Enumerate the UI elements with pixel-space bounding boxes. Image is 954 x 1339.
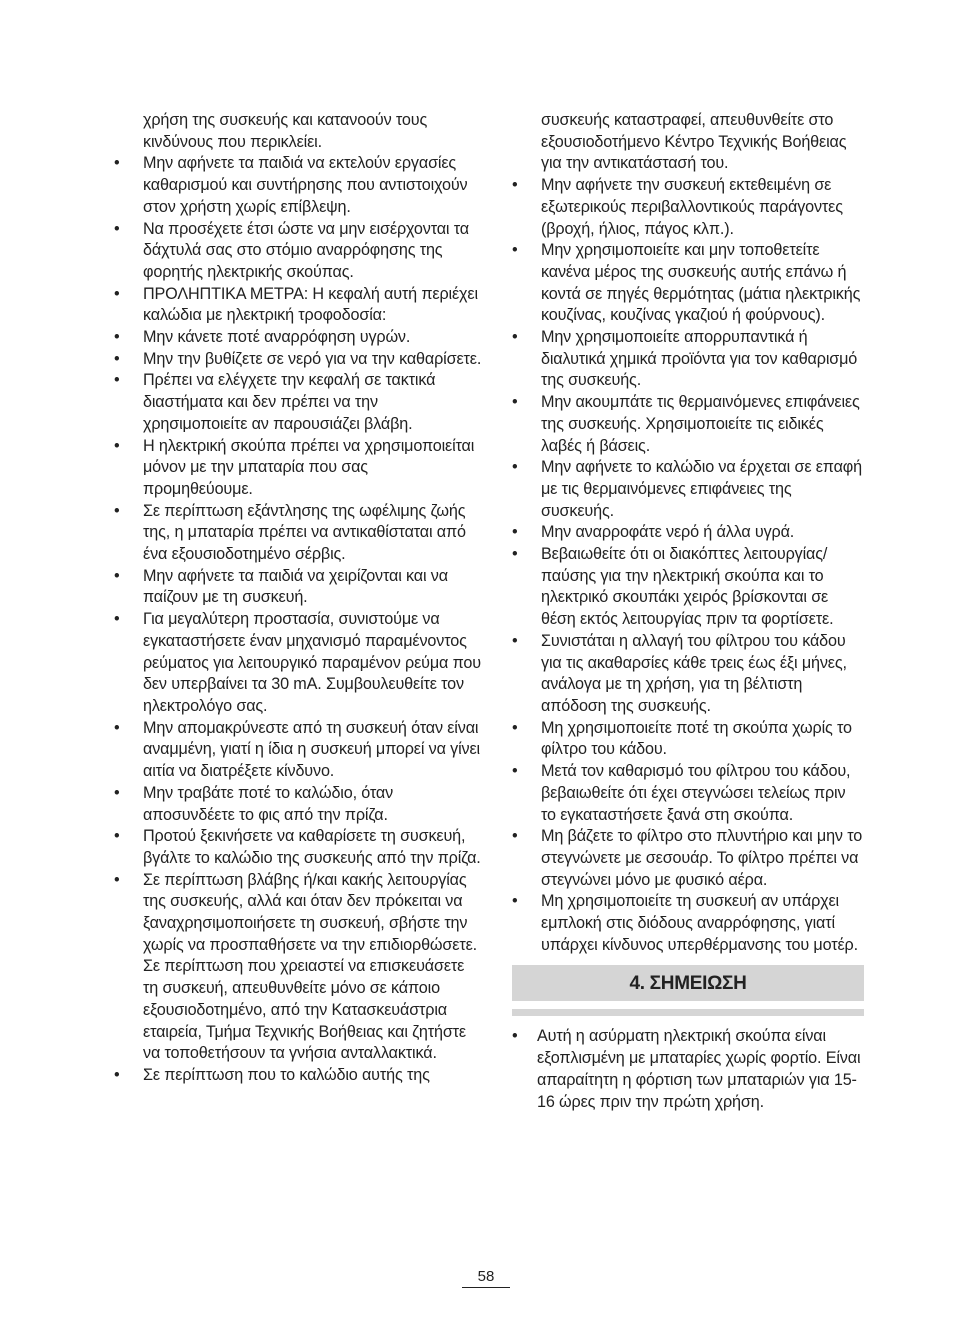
bullet: • [512,545,518,564]
list-item [114,718,482,783]
list-item-text: Να προσέχετε έτσι ώστε να μην εισέρχονται τα δάχτυλά σας στο στόμιο αναρρόφησης της φορητής ηλεκτρικής σκούπας. [143,219,469,281]
bullet: • [512,827,518,846]
bullet: • [114,870,120,889]
list-item [114,566,482,609]
list-item [114,284,482,327]
list-item [114,327,482,349]
list-item [114,826,482,869]
list-item [512,761,864,826]
list-item-text: Βεβαιωθείτε ότι οι διακόπτες λειτουργίας/παύσης για την ηλεκτρική σκούπα και το ηλεκτρικό σκουπάκι χειρός βρίσκονται σε θέση εκτός λειτουργίας πριν τα φορτίσετε. [541,545,834,629]
bullet: • [114,566,120,585]
bullet: • [114,501,120,520]
list-item [512,392,864,457]
list-item-text: Μην αφήνετε τα παιδιά να εκτελούν εργασίες καθαρισμού και συντήρησης που αντιστοιχούν στον χρήστη χωρίς επίβλεψη. [143,154,468,216]
bullet: • [512,631,518,650]
list-item-text: ΠΡΟΛΗΠΤΙΚΑ ΜΕΤΡΑ: Η κεφαλή αυτή περιέχει καλώδια με ηλεκτρική τροφοδοσία: [143,284,478,325]
list-item [512,544,864,631]
list-item [512,826,864,891]
list-item-text: Για μεγαλύτερη προστασία, συνιστούμε να εγκαταστήσετε έναν μηχανισμό παραμένοντος ρεύματος για λειτουργικό παραμένον ρεύμα που δεν υπερβαίνει τα 30 mA. Συμβουλευθείτε τον ηλεκτρολόγο σας. [143,610,481,715]
list-item-text: Μην την βυθίζετε σε νερό για να την καθαρίσετε. [143,349,482,368]
list-item [114,609,482,718]
bullet: • [114,827,120,846]
list-item-text: Μην χρησιμοποιείτε και μην τοποθετείτε κανένα μέρος της συσκευής αυτής επάνω ή κοντά σε πηγές θερμότητας (μάτια ηλεκτρικής κουζίνας, κουζίνας γκαζιού ή φούρνους). [541,241,861,325]
notes-list [512,1026,864,1113]
bullet: • [512,458,518,477]
list-item [114,783,482,826]
list-item [114,153,482,218]
list-item-text: Μην απομακρύνεστε από τη συσκευή όταν είναι αναμμένη, γιατί η ίδια η συσκευή μπορεί να γίνει αιτία να διατρέξετε κίνδυνο. [143,718,480,781]
list-item [114,370,482,435]
right-column [512,110,864,1113]
list-item [512,240,864,327]
list-item-text: Αυτή η ασύρματη ηλεκτρική σκούπα είναι εξοπλισμένη με μπαταρίες χωρίς φορτίο. Είναι απαραίτητη η φόρτιση των μπαταριών για 15-16 ώρες πριν την πρώτη χρήση. [537,1027,861,1111]
list-item [512,718,864,761]
list-item-text: Μην αφήνετε τα παιδιά να χειρίζονται και να παίζουν με τη συσκευή. [143,566,448,607]
bullet: • [114,219,120,238]
bullet: • [114,284,120,303]
list-item [114,436,482,501]
bullet: • [512,718,518,737]
list-item-text: Μην τραβάτε ποτέ το καλώδιο, όταν αποσυνδέετε το φις από την πρίζα. [143,783,394,824]
list-item-text: Μην χρησιμοποιείτε απορρυπαντικά ή διαλυτικά χημικά προϊόντα για τον καθαρισμό της συσκευής. [541,328,858,390]
bullet: • [512,176,518,195]
bullet: • [114,371,120,390]
list-item-text: Μη βάζετε το φίλτρο στο πλυντήριο και μην το στεγνώνετε με σεσουάρ. Το φίλτρο πρέπει να στεγνώνει μόνο με φυσικό αέρα. [541,827,863,889]
list-item [512,891,864,956]
list-item-text: Συνιστάται η αλλαγή του φίλτρου του κάδου για τις ακαθαρσίες κάθε τρεις έως έξι μήνες, ανάλογα με τη χρήση, για τη βέλτιστη απόδοση της συσκευής. [541,631,847,715]
bullet: • [512,328,518,347]
list-item [512,522,864,544]
list-item-text: Σε περίπτωση εξάντλησης της ωφέλιμης ζωής της, η μπαταρία πρέπει να αντικαθίσταται από ένα εξουσιοδοτημένο σέρβις. [143,501,466,564]
bullet: • [512,1027,518,1046]
bullet: • [512,523,518,542]
list-item [512,327,864,392]
bullet: • [512,241,518,260]
section-heading: 4. ΣΗΜΕΙΩΣΗ [629,972,747,994]
list-item [114,349,482,371]
bullet: • [114,610,120,629]
list-item-text: Σε περίπτωση που το καλώδιο αυτής της [143,1065,430,1084]
list-item-text: Η ηλεκτρική σκούπα πρέπει να χρησιμοποιείται μόνον με την μπαταρία που σας προμηθεύουμε. [143,436,475,498]
bullet: • [114,154,120,173]
section-heading-bar [512,965,864,1001]
bullet: • [114,436,120,455]
list-item-text: Μην ακουμπάτε τις θερμαινόμενες επιφάνειες της συσκευής. Χρησιμοποιείτε τις ειδικές λαβές ή βάσεις. [541,393,860,455]
list-item-text: Μη χρησιμοποιείτε ποτέ τη σκούπα χωρίς το φίλτρο του κάδου. [541,718,852,759]
safety-list-left [114,153,482,1086]
bullet: • [114,1065,120,1084]
list-item [512,631,864,718]
bullet: • [114,349,120,368]
bullet: • [512,892,518,911]
list-item [512,457,864,522]
list-item [512,1026,864,1113]
section-divider [512,1009,864,1016]
list-item-text: Μην κάνετε ποτέ αναρρόφηση υγρών. [143,328,411,347]
bullet: • [114,783,120,802]
list-item-text: Μην αφήνετε την συσκευή εκτεθειμένη σε εξωτερικούς περιβαλλοντικούς παράγοντες (βροχή, ήλιος, πάγος κλπ.). [541,176,843,238]
list-item-text: Πρέπει να ελέγχετε την κεφαλή σε τακτικά διαστήματα και δεν πρέπει να την χρησιμοποιείτε αν παρουσιάζει βλάβη. [143,371,436,433]
list-item-text: Προτού ξεκινήσετε να καθαρίσετε τη συσκευή, βγάλτε το καλώδιο της συσκευής από την πρίζα. [143,827,481,867]
list-item-text: Μην αναρροφάτε νερό ή άλλα υγρά. [541,523,795,542]
bullet: • [114,328,120,347]
list-item-text: Μην αφήνετε το καλώδιο να έρχεται σε επαφή με τις θερμαινόμενες επιφάνειες της συσκευής. [541,458,862,520]
safety-list-right [512,175,864,956]
list-item-text: Μη χρησιμοποιείτε τη συσκευή αν υπάρχει εμπλοκή στις διόδους αναρρόφησης, γιατί υπάρχει κίνδυνος υπερθέρμανσης του μοτέρ. [541,892,858,954]
bullet: • [512,393,518,412]
list-item [114,1065,482,1087]
list-item [114,870,482,1065]
list-item [114,219,482,284]
list-item [512,175,864,240]
list-item [114,501,482,566]
page-number: 58 [462,1268,510,1288]
continuation-text: συσκευής καταστραφεί, απευθυνθείτε στο εξουσιοδοτήμενο Κέντρο Τεχνικής Βοήθειας για την αντικατάστασή του. [541,111,847,173]
list-item-text: Σε περίπτωση βλάβης ή/και κακής λειτουργίας της συσκευής, αλλά και όταν δεν πρόκειται να ξαναχρησιμοποιήσετε τη συσκευή, σβήστε την χωρίς να προσπαθήσετε να την επιδιορθώσετε. Σε περίπτωση που χρειαστεί να επισκευάσετε τη συσκευή, απευθυνθείτε μόνο σε κάποιο εξουσιοδοτημένο, από την Κατασκευάστρια εταιρεία, Τμήμα Τεχνικής Βοήθειας και ζητήστε να τοποθετήσουν τα γνήσια ανταλλακτικά. [143,870,477,1063]
bullet: • [114,718,120,737]
bullet: • [512,762,518,781]
list-item-text: Μετά τον καθαρισμό του φίλτρου του κάδου, βεβαιωθείτε ότι έχει στεγνώσει τελείως πριν το εγκαταστήσετε ξανά στη σκούπα. [541,762,851,824]
left-column [114,110,482,1087]
continuation-text: χρήση της συσκευής και κατανοούν τους κινδύνους που περικλείει. [143,111,428,151]
